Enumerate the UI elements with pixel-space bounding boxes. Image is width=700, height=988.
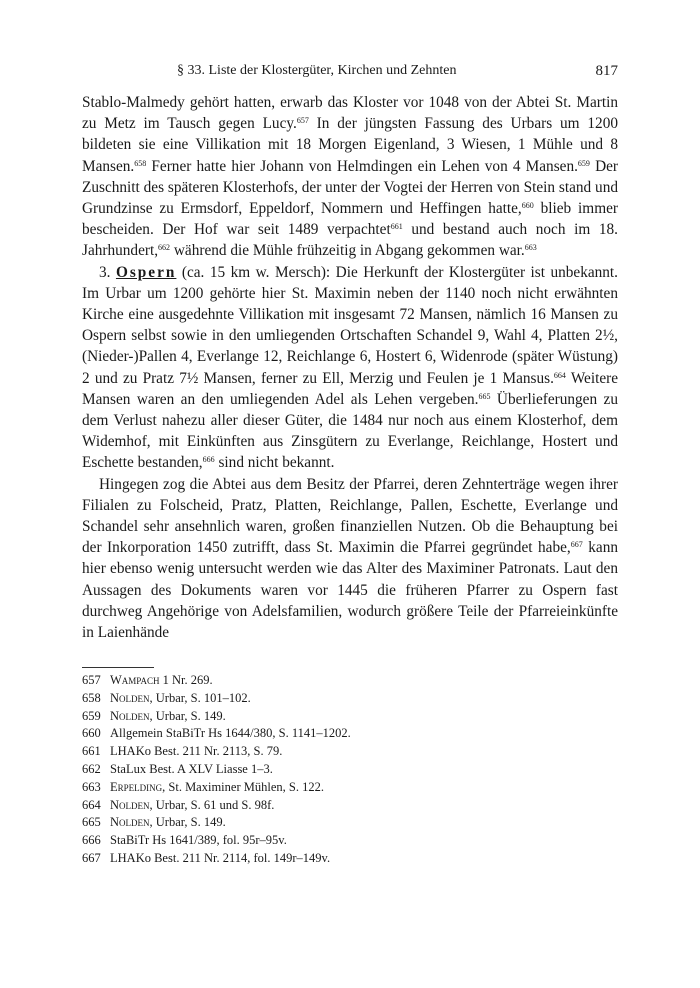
footnote-separator xyxy=(82,667,154,668)
footnote-665 xyxy=(82,814,618,832)
footnote-number: 658 xyxy=(82,690,101,705)
footnote-ref: 658 xyxy=(134,158,147,168)
footnote-ref: 662 xyxy=(158,243,171,253)
paragraph-pfarrei xyxy=(82,474,618,644)
footnote-667 xyxy=(82,850,618,868)
place-heading-ospern: Ospern xyxy=(115,263,177,281)
citation: , Urbar, S. 101–102. xyxy=(149,690,251,705)
footnote-text xyxy=(110,708,226,726)
footnote-text xyxy=(110,814,226,832)
footnote-text xyxy=(110,690,251,708)
footnote-661 xyxy=(82,743,618,761)
footnote-ref: 657 xyxy=(296,116,309,126)
footnote-664 xyxy=(82,797,618,815)
text-run: kann hier ebenso wenig untersucht werden wie das Alter des Maximiner Patronats. Laut den Aussagen des Dokuments waren vor 1445 die früheren Pfarrer zu Ospern fast durchweg Angehörige von Adelsfamilien, wodurch größere Teile der Pfarreieinkünfte in Laienhände xyxy=(82,539,618,642)
text-run: (ca. 15 km w. Mersch): Die Herkunft der Klostergüter ist unbekannt. Im Urbar um 1200 gehörte hier St. Maximin neben der 1140 noch nicht erwähnten Kirche eine ausgedehnte Villikation mit insgesamt 72 Mansen, nämlich 16 Mansen zu Ospern selbst sowie in den umliegenden Ortschaften Schandel 9, Wahl 4, Platten 2½, (Nieder-)Pallen 4, Everlange 12, Reichlange 6, Hostert 6, Widenrode (später Wüstung) 2 und zu Pratz 7½ Mansen, ferner zu Ell, Merzig und Feulen je 1 Mansus. xyxy=(82,263,619,387)
footnotes xyxy=(82,672,618,868)
footnote-number: 657 xyxy=(82,673,101,687)
body-text xyxy=(82,92,618,643)
text-run: Hingegen zog die Abtei aus dem Besitz der Pfarrei, deren Zehnterträge wegen ihrer Filialen zu Folscheid, Pratz, Platten, Reichlange, Pallen, Eschette, Everlange und Schandel sehr ansehnlich waren, großen finanziellen Nutzen. Ob die Behauptung bei der Inkorporation 1450 zutrifft, dass St. Maximin die Pfarrei gegründet habe, xyxy=(82,475,618,557)
author-name: Nolden xyxy=(110,815,150,830)
footnote-657 xyxy=(82,672,618,690)
text-run: Überlieferungen zu dem Verlust nahezu aller dieser Güter, die 1484 nur noch aus einem Klosterhof, dem Widemhof, mit Einkünften aus Zinsgütern zu Everlange, Reichlange, Hostert und Eschette bestanden, xyxy=(82,390,618,472)
citation: LHAKo Best. 211 Nr. 2113, S. 79. xyxy=(110,744,283,759)
citation: LHAKo Best. 211 Nr. 2114, fol. 149r–149v. xyxy=(110,850,331,865)
footnote-number: 665 xyxy=(82,815,101,830)
footnote-text xyxy=(110,797,274,815)
author-name: Wampach xyxy=(110,673,160,687)
text-run: Weitere Mansen waren an den umliegenden Adel als Lehen vergeben. xyxy=(82,369,618,408)
running-head-title: § 33. Liste der Klostergüter, Kirchen und Zehnten xyxy=(177,63,457,78)
text-run: In der jüngsten Fassung des Urbars um 1200 bildeten sie eine Villikation mit 18 Morgen Eigenland, 3 Wiesen, 1 Mühle und 8 Mansen. xyxy=(82,115,618,175)
author-name: Nolden xyxy=(110,708,150,723)
author-name: Erpelding xyxy=(110,779,163,794)
footnote-662 xyxy=(82,761,618,779)
citation: , Urbar, S. 149. xyxy=(149,815,226,830)
text-run: während die Mühle frühzeitig in Abgang gekommen war. xyxy=(170,242,525,260)
footnote-number: 662 xyxy=(82,761,101,776)
page-number: 817 xyxy=(595,63,618,79)
footnote-number: 664 xyxy=(82,797,101,812)
citation: , Urbar, S. 61 und S. 98f. xyxy=(149,797,275,812)
citation: , St. Maximiner Mühlen, S. 122. xyxy=(162,779,324,794)
text-run: Ferner hatte hier Johann von Helmdingen ein Lehen von 4 Mansen. xyxy=(146,157,578,175)
footnote-text xyxy=(110,672,213,690)
footnote-ref: 659 xyxy=(577,158,590,168)
footnote-663 xyxy=(82,779,618,797)
footnote-658 xyxy=(82,690,618,708)
text-run: blieb immer bescheiden. Der Hof war seit 1489 verpachtet xyxy=(82,200,618,239)
author-name: Nolden xyxy=(110,690,150,705)
footnote-ref: 667 xyxy=(570,540,583,550)
footnote-text xyxy=(110,779,324,797)
text-run: und bestand auch noch im 18. Jahrhundert, xyxy=(82,221,618,260)
citation: StaLux Best. A XLV Liasse 1–3. xyxy=(110,761,273,776)
footnote-659 xyxy=(82,708,618,726)
footnote-number: 659 xyxy=(82,708,101,723)
footnote-ref: 660 xyxy=(521,201,534,211)
text-run: Stablo-Malmedy gehört hatten, erwarb das Kloster vor 1048 von der Abtei St. Martin zu Metz im Tausch gegen Lucy. xyxy=(82,94,618,133)
text-run: sind nicht bekannt. xyxy=(214,454,335,472)
paragraph-stablo xyxy=(82,92,618,262)
entry-number: 3. xyxy=(99,263,116,281)
footnote-number: 667 xyxy=(82,850,101,865)
text-run: Der Zuschnitt des späteren Klosterhofs, der unter der Vogtei der Herren von Stein stand und Grundzinse zu Ermsdorf, Eppeldorf, Nommern und Heffingen hatte, xyxy=(82,157,618,218)
footnote-660 xyxy=(82,725,618,743)
citation: Allgemein StaBiTr Hs 1644/380, S. 1141–1202. xyxy=(110,726,351,741)
footnote-number: 661 xyxy=(82,744,101,759)
author-name: Nolden xyxy=(110,797,150,812)
citation: 1 Nr. 269. xyxy=(159,673,213,687)
citation: StaBiTr Hs 1641/389, fol. 95r–95v. xyxy=(110,833,287,848)
footnote-number: 660 xyxy=(82,726,101,741)
footnote-ref: 665 xyxy=(478,391,491,401)
footnote-ref: 661 xyxy=(390,222,403,232)
footnote-ref: 663 xyxy=(524,243,537,253)
footnote-ref: 666 xyxy=(202,455,215,465)
paragraph-ospern xyxy=(82,262,618,474)
citation: , Urbar, S. 149. xyxy=(149,708,226,723)
footnote-number: 666 xyxy=(82,833,101,848)
footnote-number: 663 xyxy=(82,779,101,794)
footnote-666 xyxy=(82,832,618,850)
footnote-ref: 664 xyxy=(553,370,566,380)
